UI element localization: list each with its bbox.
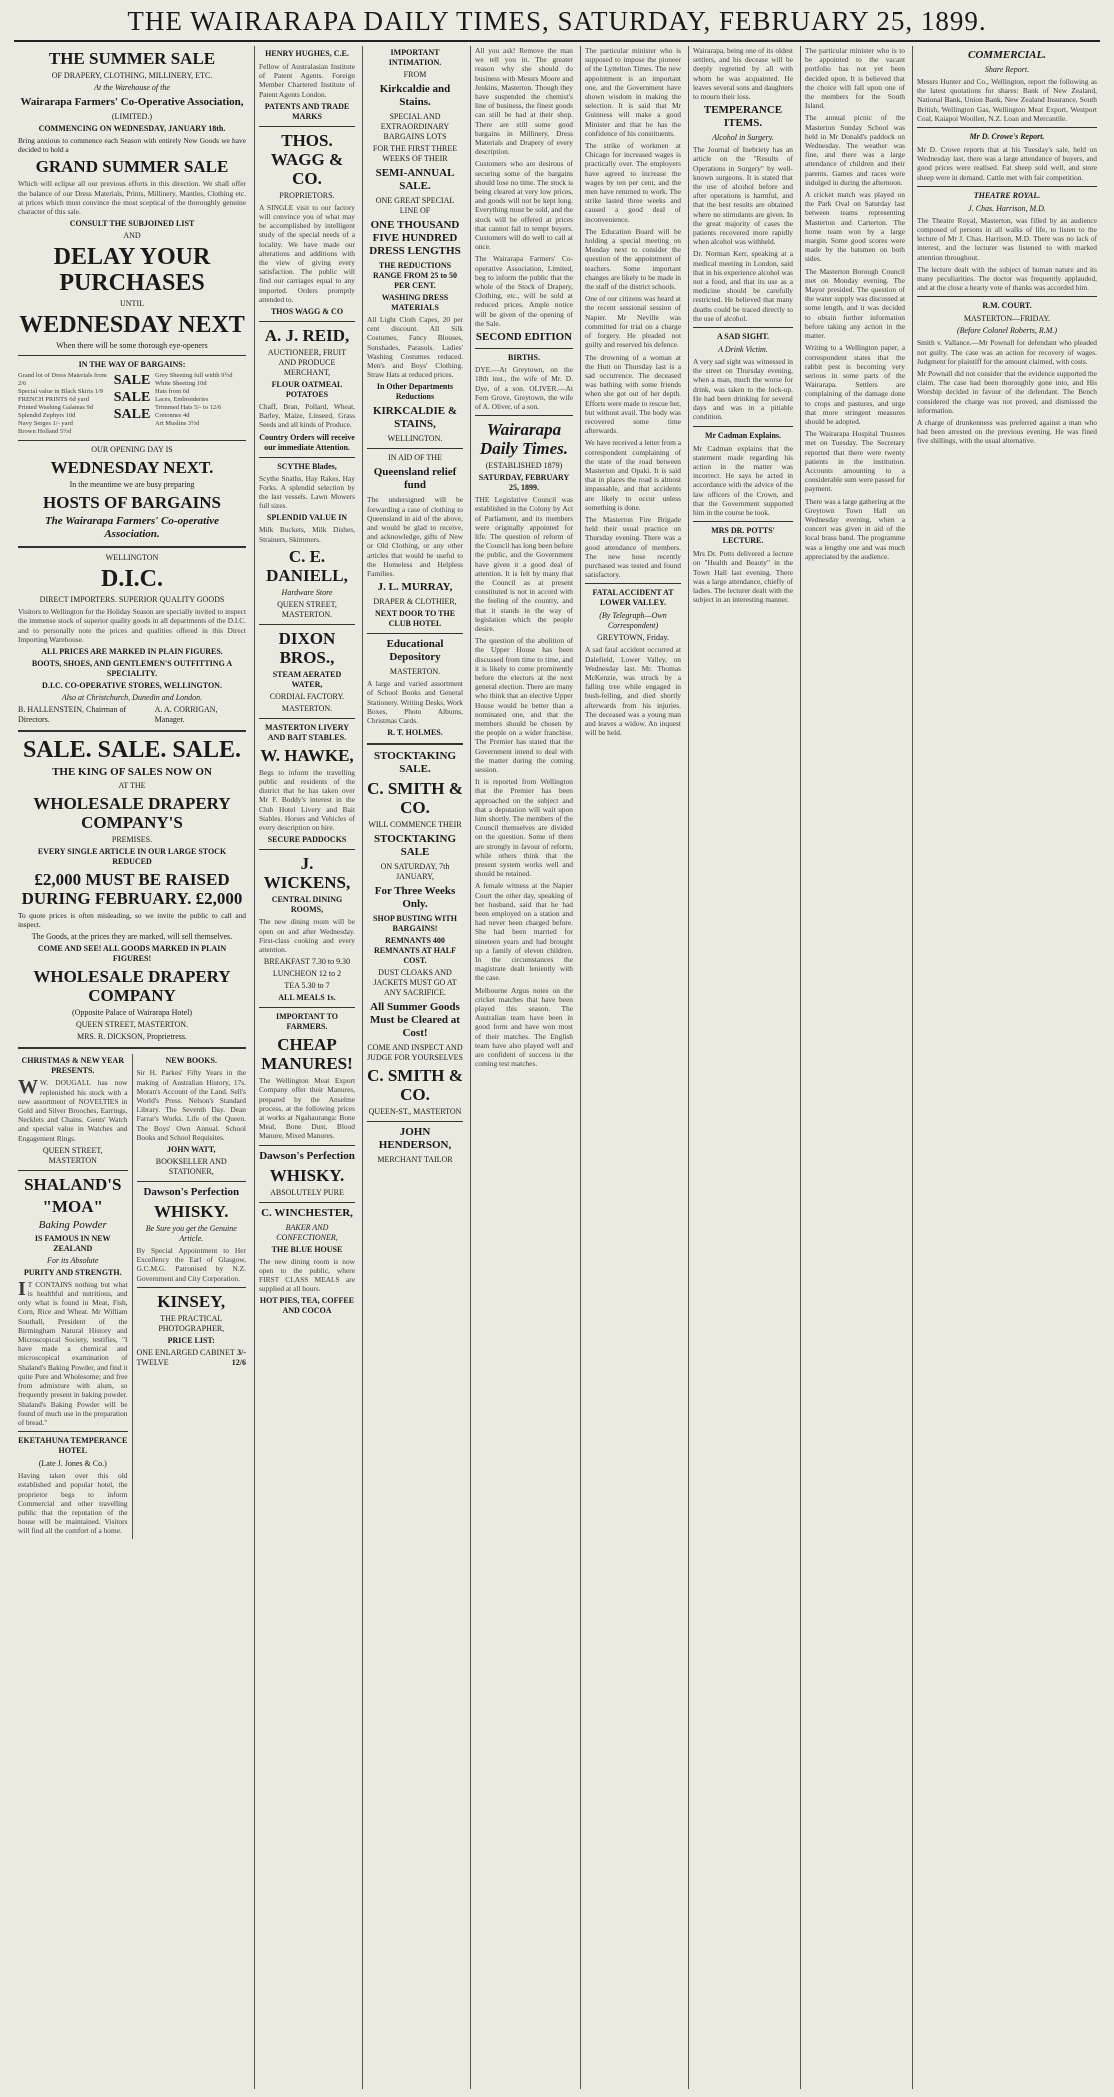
divider <box>367 448 463 449</box>
henry-hughes: HENRY HUGHES, C.E. <box>265 49 349 58</box>
farmers-assoc-2: The Wairarapa Farmers' Co-operative Association. <box>44 515 220 541</box>
temperance-text-2: Dr. Norman Kerr, speaking at a medical meeting in London, said that in his experience alcohol was not a food, and that its use as a medicine should be carefully restricted. He believed that many deaths could be traced directly to the use of alcohol. <box>693 249 793 323</box>
theatre-text: The Theatre Royal, Masterton, was filled by an audience composed of persons in all walks of life, to listen to the lecture of Mr J. Chas. Harrison, M.D. There was no lack of interest, and the lecturer was listened to with marked attention throughout. <box>917 215 1097 262</box>
sale-sale-sale: SALE. SALE. SALE. <box>22 737 242 764</box>
wickens-text: The new dining room will be open on and after Wednesday. First-class cooking and every attention. <box>259 917 355 954</box>
divider <box>259 849 355 850</box>
bring-text: Bring anxious to commence each Season with entirely New Goods we have decided to hold a <box>18 136 246 155</box>
column-news-2 <box>580 46 685 2089</box>
divider <box>18 1047 246 1049</box>
john-watt: JOHN WATT, <box>167 1145 216 1155</box>
divider <box>585 583 681 584</box>
breakfast: BREAKFAST 7.30 to 9.30 <box>263 957 351 967</box>
news-c5-3: The Education Board will be holding a special meeting on Monday next to consider the question of the appointment of teachers. Some important changes are likely to be made in the staff of the district schools. <box>585 226 681 292</box>
news-c7-4: The Masterton Borough Council met on Monday evening. The Mayor presided. The question of the water supply was discussed at some length, and it was decided to obtain further information before taking any action in the matter. <box>805 266 905 341</box>
moa: "MOA" <box>42 1196 103 1216</box>
next-door: NEXT DOOR TO THE CLUB HOTEL <box>374 609 456 629</box>
divider <box>18 1431 128 1432</box>
summer-sale-heading: THE SUMMER SALE <box>48 49 216 68</box>
king-of-sales: THE KING OF SALES NOW ON <box>52 766 212 779</box>
important-intimation: IMPORTANT INTIMATION. <box>388 48 442 67</box>
secure-paddocks: SECURE PADDOCKS <box>267 835 347 845</box>
divider <box>475 348 573 349</box>
henry-text: Fellow of Australasian Institute of Patent Agents. Foreign Member Chartered Institute of Patent Agents London. <box>259 62 355 99</box>
all-meals: ALL MEALS 1s. <box>278 993 336 1003</box>
steam-aerated: STEAM AERATED WATER, <box>272 669 342 689</box>
col1-lower-right <box>133 1054 251 1538</box>
xmas-presents: CHRISTMAS & NEW YEAR PRESENTS. <box>21 1056 124 1076</box>
queen-street-2: QUEEN STREET, MASTERTON <box>42 1145 103 1165</box>
divider <box>259 718 355 719</box>
theatre-manager: J. Chas. Harrison, M.D. <box>968 203 1046 213</box>
news-c5-4: One of our citizens was heard at the recent sessional session of Napier. Mr Neville was committed for trial on a charge of forgery. He pleaded not guilty and reserved his defence. <box>585 294 681 350</box>
queen-street: QUEEN STREET, MASTERTON. <box>75 1020 189 1030</box>
sad-sight-text: A very sad sight was witnessed in the street on Thursday evening, when a man, much the worse for drink, was taken to the lock-up. He had been drinking for several days and was in a pitiable condition. <box>693 357 793 422</box>
rm-court: R.M. COURT. <box>982 301 1032 311</box>
murray: J. L. MURRAY, <box>377 581 453 594</box>
every-article: EVERY SINGLE ARTICLE IN OUR LARGE STOCK REDUCED <box>37 847 227 867</box>
queensland-text: The undersigned will be forwarding a case of clothing to Queensland in aid of the above, and would be glad to receive, and acknowledge, gifts of New or Old Clothing, or any other articles that would be useful to the Homeless and Helpless Families. <box>367 495 463 579</box>
country-orders: Country Orders will receive our immediate Attention. <box>259 432 355 452</box>
dic-stores: D.I.C. CO-OPERATIVE STORES, WELLINGTON. <box>42 681 222 691</box>
hardware-store: Hardware Store <box>281 587 333 597</box>
reductions-range: THE REDUCTIONS RANGE FROM 25 to 50 PER CENT. <box>373 261 457 290</box>
telegraph-own: (By Telegraph—Own Correspondent) <box>599 611 667 631</box>
thos-wagg-2: THOS WAGG & CO <box>270 307 344 317</box>
tea-hours: TEA 5.30 to 7 <box>284 981 330 991</box>
hosts-bargains: HOSTS OF BARGAINS <box>43 493 221 513</box>
births-text: DYE.—At Greytown, on the 18th inst., the wife of Mr. D. Dye, of a son. OLIVER.—At Fern Grove, Greytown, the wife of A. Oliver, of a son. <box>475 365 573 411</box>
news-paragraphs-2: Customers who are desirous of securing some of the bargains should lose no time. The stock is being cleared at very low prices, and goods will not be kept long. Everything must be sold, and the stock will be offered at prices that cannot fail to tempt buyers. Customers will do well to call at once. <box>475 159 573 252</box>
opening-day: OUR OPENING DAY IS <box>91 445 173 455</box>
photographer: THE PRACTICAL PHOTOGRAPHER, <box>158 1313 225 1333</box>
alcohol-surgery: Alcohol in Surgery. <box>712 133 774 143</box>
kinsey: KINSEY, <box>157 1291 226 1311</box>
whisky-2: WHISKY. <box>269 1165 345 1185</box>
dixon-masterton: MASTERTON. <box>281 703 333 713</box>
way-of-bargains: IN THE WAY OF BARGAINS: <box>78 360 186 370</box>
divider <box>693 521 793 522</box>
sad-sight: A SAD SIGHT. <box>716 332 770 342</box>
masterton-friday: MASTERTON—FRIDAY. <box>963 314 1051 324</box>
dickson: MRS. R. DICKSON, Proprietress. <box>76 1032 187 1042</box>
daniell-items: Milk Buckets, Milk Dishes, Strainers, Skimmers. <box>259 525 355 544</box>
thos-wagg: THOS. WAGG & CO. <box>270 130 344 188</box>
plain-figures: ALL PRICES ARE MARKED IN PLAIN FIGURES. <box>41 647 223 657</box>
eketahuna-text: Having taken over this old established and popular hotel, the proprietor begs to inform Commercial and other travelling public that the reputation of the house will be maintained. Visitors will find all the comfort of a home. <box>18 1471 128 1536</box>
smith-queen: QUEEN-ST., MASTERTON <box>368 1107 462 1117</box>
court-text-1: Smith v. Vallance.—Mr Pownall for defendant who pleaded not guilty. The case was an action for recovery of wages. Judgment for plaintiff for the amount claimed, with costs. <box>917 338 1097 366</box>
column-commercial <box>912 46 1101 2089</box>
central-dining: CENTRAL DINING ROOMS, <box>271 895 343 915</box>
cordial-factory: CORDIAL FACTORY. <box>269 691 345 701</box>
kirk-wellington: WELLINGTON. <box>387 434 443 444</box>
luncheon: LUNCHEON 12 to 2 <box>272 969 342 979</box>
eye-openers: When there will be some thorough eye-openers <box>56 341 208 351</box>
news-c5-1: The particular minister who is supposed to impose the pioneer of the Lyttelton Times. The new appointment is an important one, and the Government have shown wisdom in making the selection. It is said that Mr Guinness will make a good Minister and that he has the confidence of his constituents. <box>585 46 681 138</box>
scythe-text: Scythe Snaths, Hay Rakes, Hay Forks. A splendid selection by the last vessels. Lawn Mowers full sizes. <box>259 473 355 511</box>
scythe: SCYTHE Blades, <box>277 461 337 471</box>
dawson-text: By Special Appointment to Her Excellency the Earl of Glasgow, G.C.M.G. Patronised by N.Z. Government and City Corporation. <box>136 1246 246 1283</box>
manures-text: The Wellington Meat Export Company offer their Manures, prepared by the Anselme process, at the following prices at works at Ngahauranga: Bone Meal, Bone Dust, Blood Manure, Mixed Manures. <box>259 1076 355 1141</box>
editorial-5: Melbourne Argus notes on the cricket matches that have been played this season. The Australian team have been in good form and have won most of their matches. The English team have also played well and are confident of success in the coming test matches. <box>475 985 573 1069</box>
shalands: SHALAND'S <box>24 1174 122 1194</box>
cadman: Mr Cadman Explains. <box>704 430 782 440</box>
divider <box>917 127 1097 128</box>
news-c7-6: The Wairarapa Hospital Trustees met on Tuesday. The Secretary reported that there were twenty patients in the institution. Accounts amounting to a considerable sum were passed for payment. <box>805 429 905 494</box>
divider <box>367 743 463 745</box>
dic-also: Also at Christchurch, Dunedin and London. <box>61 693 203 703</box>
column-advertisements-3 <box>362 46 467 2089</box>
washing-dress: WASHING DRESS MATERIALS <box>381 293 449 312</box>
wholesale-drapery: WHOLESALE DRAPERY COMPANY'S <box>33 794 231 833</box>
column-advertisements-1 <box>14 46 250 2089</box>
mrs-potts: MRS DR. POTTS' LECTURE. <box>711 526 775 546</box>
share-report-text: Messrs Hunter and Co., Wellington, report the following as the latest quotations for shares: Bank of New Zealand, National Bank, Union Bank, New Zealand Insurance, South British, Wellington Gas, Wellington Meat Export, Westport Coal, Kaiapoi Woollen, N.Z. Loan and Mercantile. <box>917 77 1097 123</box>
col1-lower-split <box>14 1054 250 1538</box>
before-colonel: (Before Colonel Roberts, R.M.) <box>956 326 1058 336</box>
news-c7-2: The annual picnic of the Masterton Sunday School was held in Mr Donald's paddock on Wednesday. The weather was fine, and there was a large attendance of children and their parents. Games and races were indulged in during the afternoon. <box>805 113 905 187</box>
two-thousand: £2,000 MUST BE RAISED DURING FEBRUARY. £2,000 <box>21 870 243 909</box>
eketahuna-hotel: EKETAHUNA TEMPERANCE HOTEL <box>18 1436 128 1456</box>
wickens: J. WICKENS, <box>263 854 351 893</box>
news-c7-7: There was a large gathering at the Greytown Town Hall on Wednesday evening, when a concert was given in aid of the local brass band. The programme was a lengthy one and was much appreciated by the audience. <box>805 496 906 561</box>
news-c5-6: We have received a letter from a correspondent complaining of the state of the road between Masterton and Opaki. It is said that in places the road is almost impassable, and that accidents are likely to occur unless something is done. <box>585 438 681 512</box>
limited: (LIMITED.) <box>111 112 153 121</box>
news-c5-7: The Masterton Fire Brigade held their usual practice on Thursday evening. There was a good attendance of members. The new hose recently purchased was tested and found satisfactory. <box>585 514 681 580</box>
potts-text: Mrs Dr. Potts delivered a lecture on "Health and Beauty" in the Town Hall last evening. There was a large attendance, chiefly of ladies. The lecturer dealt with the subject in an interesting manner. <box>693 549 793 605</box>
new-books: NEW BOOKS. <box>165 1056 217 1066</box>
divider <box>367 633 463 634</box>
divider <box>137 1181 247 1182</box>
births: BIRTHS. <box>508 353 540 363</box>
until-word: UNTIL <box>120 299 144 309</box>
opposite: (Opposite Palace of Wairarapa Hotel) <box>71 1008 193 1018</box>
divider <box>917 186 1097 187</box>
meantime: In the meantime we are busy preparing <box>69 480 195 490</box>
delay-purchases: DELAY YOUR PURCHASES <box>53 244 211 297</box>
daniell: C. E. DANIELL, <box>266 546 348 585</box>
news-c7-5: Writing to a Wellington paper, a correspondent states that the rabbit pest is becoming very serious in some parts of the Wairarapa. Settlers are complaining of the damage done to crops and pastures, and urge that more stringent measures should be adopted. <box>805 343 905 426</box>
cheap-manures: CHEAP MANURES! <box>261 1035 353 1074</box>
dic-text: Visitors to Wellington for the Holiday Season are specially invited to inspect the immense stock of superior quality goods in all departments of the D.I.C. and to personally note the prices and qualities offered in this Direct Importing Warehouse. <box>18 607 246 644</box>
fatal-text: A sad fatal accident occurred at Dalefield, Lower Valley, on Wednesday last. Mr. Thomas McKenzie, was struck by a falling tree while engaged in bush-felling, and died shortly afterwards from his injuries. The deceased was a young man and leaves a widow. An inquest will be held. <box>585 645 681 738</box>
theatre-text-2: The lecture dealt with the subject of human nature and its many peculiarities. The doctor was frequently applauded, and at the close a hearty vote of thanks was accorded him. <box>917 264 1097 293</box>
livery-stables: MASTERTON LIVERY AND BAIT STABLES. <box>265 722 349 742</box>
educational-text: A large and varied assortment of School Books and General Stationery. Writing Desks, Work Boxes, Photo Albums, Christmas Cards. <box>367 679 463 726</box>
educational: Educational Depository <box>386 638 444 664</box>
important-farmers: IMPORTANT TO FARMERS. <box>275 1012 339 1032</box>
reid: A. J. REID, <box>264 326 350 346</box>
edu-masterton: MASTERTON. <box>389 667 441 677</box>
divider <box>18 546 246 548</box>
come-and-see: COME AND SEE! ALL GOODS MARKED IN PLAIN FIGURES! <box>37 944 227 964</box>
wholesale-co: WHOLESALE DRAPERY COMPANY <box>33 967 231 1006</box>
draper-clothier: DRAPER & CLOTHIER, <box>373 597 457 607</box>
sale-list-1 <box>18 372 246 436</box>
c-smith-2: C. SMITH & CO. <box>367 1066 463 1105</box>
flour-oats: FLOUR OATMEAL POTATOES <box>271 380 343 400</box>
dixon-bros: DIXON BROS., <box>278 628 336 667</box>
summer-goods: All Summer Goods Must be Cleared at Cost! <box>370 1001 460 1040</box>
editorial-1: THE Legislative Council was established in the Colony by Act of Parliament, and its members were originally appointed for life. The question of reform of the Council has long been before the public, and the Government have given it a good deal of attention. It is felt by many that the Council as at present constituted is not in accord with the feeling of the country, and that it stands in the way of legislation which the people desire. <box>475 495 573 633</box>
editorial-4: A female witness at the Napier Court the other day, speaking of her husband, said that he had been employed on a station and had never been charged before. She had been married for nineteen years and had brought up a family of eleven children. In the circumstances the magistrate dealt leniently with the case. <box>475 881 573 983</box>
hot-pies: HOT PIES, TEA, COFFEE AND COCOA <box>259 1296 355 1316</box>
eketahuna-late: (Late J. Jones & Co.) <box>38 1459 107 1469</box>
purity: PURITY AND STRENGTH. <box>23 1267 122 1277</box>
baker: BAKER AND CONFECTIONER, <box>276 1222 338 1242</box>
editorial-2: The question of the abolition of the Upper House has been discussed from time to time, and it is likely to come prominently before the electors at the next general election. There are many who think that an elective Upper House would be better than a nominated one, and that the members should be chosen by the people on a wider franchise. The Premier has stated that the Government intend to deal with the matter during the coming session. <box>475 636 573 774</box>
hawke: W. HAWKE, <box>260 745 354 765</box>
court-text-3: A charge of drunkenness was preferred against a man who had been arrested on the previous evening. He was fined five shillings, with the usual alternative. <box>917 418 1097 446</box>
divider <box>367 1121 463 1122</box>
kirkcaldie-2: KIRKCALDIE & STAINS, <box>372 405 458 431</box>
hawke-text: Begs to inform the travelling public and residents of the district that he has taken over Mr F. Boddy's interest in the Club Hotel Livery and Bait Stables. Horses and Vehicles of every description on hire. <box>259 767 355 833</box>
theatre-royal: THEATRE ROYAL. <box>973 190 1041 200</box>
commercial: COMMERCIAL. <box>968 49 1046 61</box>
kirk-text: All Light Cloth Capes, 20 per cent discount. All Silk Costumes, Fancy Blouses, Sunshades, Parasols. Ladies' Washing Costumes reduced. Men's and Boys' Clothing. Straw Hats at reduced prices. <box>367 315 463 380</box>
divider <box>18 1170 128 1171</box>
first-three-weeks: FOR THE FIRST THREE WEEKS OF THEIR <box>372 144 458 163</box>
divider <box>259 457 355 458</box>
shop-busting: SHOP BUSTING WITH BARGAINS! <box>373 914 457 934</box>
patents: PATENTS AND TRADE MARKS <box>264 101 350 121</box>
c-smith: C. SMITH & CO. <box>367 779 463 818</box>
semi-annual: SEMI-ANNUAL SALE. <box>375 167 455 192</box>
daily-times-title: Wairarapa Daily Times. <box>479 420 569 459</box>
crowe-report: Mr D. Crowe's Report. <box>969 132 1045 142</box>
divider <box>18 355 246 356</box>
boots-shoes: BOOTS, SHOES, AND GENTLEMEN'S OUTFITTING A SPECIALITY. <box>31 659 233 679</box>
established: (ESTABLISHED 1879) <box>485 461 563 471</box>
temperance-items: TEMPERANCE ITEMS. <box>703 104 783 130</box>
will-commence: WILL COMMENCE THEIR <box>368 820 462 830</box>
blue-house: THE BLUE HOUSE <box>271 1244 343 1254</box>
dawson-2: Dawson's Perfection <box>259 1149 355 1162</box>
divider <box>917 296 1097 297</box>
baking-powder: Baking Powder <box>38 1218 107 1231</box>
from: FROM <box>403 70 427 79</box>
winchester: C. WINCHESTER, <box>261 1206 353 1219</box>
divider <box>18 440 246 441</box>
booksellers: BOOKSELLER AND STATIONER, <box>155 1157 227 1177</box>
queensland-relief: Queensland relief fund <box>373 466 457 492</box>
wagg-text: A SINGLE visit to our factory will convince you of what may be accomplished by intelligent study of the special needs of a locality. We have made our alterations and additions with the view of giving every satisfaction. The public will find our carriages equal to any imported. Orders promptly attended to. <box>259 202 355 304</box>
consult-list: CONSULT THE SUBJOINED LIST <box>69 219 195 229</box>
sale-list-left: Grand lot of Dress Materials from 2/6 Special value in Black Skirts 1/9 FRENCH PRINTS 6d yard Printed Washing Galateas 9d Splendid Zephyrs 10d Navy Serges 1/- yard Brown Holland 5½d <box>18 372 107 436</box>
fatal-accident: FATAL ACCIDENT AT LOWER VALLEY. <box>592 588 674 608</box>
reid-text: Chaff, Bran, Pollard, Wheat, Barley, Maize, Linseed, Grass Seeds and all kinds of Produce. <box>259 402 355 430</box>
col1-lower-left <box>14 1054 133 1538</box>
sale-list-right: Grey Sheeting full width 9½d White Sheeting 10d Hats from 6d Laces, Embroideries Trimmed Hats 5/- to 12/6 Cretonnes 4d Art Muslins 3½d <box>155 372 233 428</box>
henderson: JOHN HENDERSON, <box>378 1126 452 1152</box>
for-its: For its Absolute <box>47 1255 99 1265</box>
price-row-twelve: TWELVE 12/6 <box>136 1357 246 1367</box>
crowe-text: Mr D. Crowe reports that at his Tuesday's sale, held on Wednesday last, there was a large attendance of buyers, and good prices were realised. Fat sheep sold well, and store sheep were in demand. Cattle met with fair competition. <box>917 145 1097 182</box>
auctioneer: AUCTIONEER, FRUIT AND PRODUCE MERCHANT, <box>267 348 347 378</box>
come-inspect: COME AND INSPECT AND JUDGE FOR YOURSELVES <box>367 1043 463 1063</box>
kirkcaldie: Kirkcaldie and Stains. <box>379 83 451 108</box>
news-paragraphs-3: The Wairarapa Farmers' Co-operative Association, Limited, beg to inform the public that the whole of the Stock of Drapery, Clothing, etc., will be sold at reduced prices. Ample notice will be given of the opening of the Sale. <box>475 254 573 328</box>
merchant-tailor: MERCHANT TAILOR <box>377 1155 453 1165</box>
divider <box>259 1145 355 1146</box>
drapery-line: OF DRAPERY, CLOTHING, MILLINERY, ETC. <box>51 71 213 80</box>
whisky: WHISKY. <box>154 1202 229 1222</box>
news-c7-1: The particular minister who is to be appointed to the vacant portfolio has not yet been decided upon. It is believed that the choice will fall upon one of the members for the South Island. <box>805 46 905 111</box>
special-bargains: SPECIAL AND EXTRAORDINARY BARGAINS LOTS <box>380 112 450 141</box>
price-list: PRICE LIST: <box>167 1335 215 1345</box>
queen-street-masterton: QUEEN STREET, MASTERTON. <box>277 599 337 619</box>
temperance-text: The Journal of Inebriety has an article on the "Results of Operations in Surgery" by well-known surgeons. It is stated that the use of alcohol before and after operations is harmful, and that the best results are obtained where no stimulants are given. In the great majority of cases the patients recovered more rapidly when alcohol was withheld. <box>693 145 793 247</box>
dic-wellington: WELLINGTON <box>105 553 159 563</box>
share-report: Share Report. <box>984 65 1030 74</box>
editorial-3: It is reported from Wellington that the Premier has been approached on the subject and that a deputation will wait upon him shortly. The members of the Council themselves are divided on the question. Some of them are strongly in favour of reform, while others think that the present system works well and should be retained. <box>475 777 573 879</box>
divider <box>259 126 355 127</box>
dawson: Dawson's Perfection <box>143 1186 240 1199</box>
winchester-text: The new dining room is now open to the public, where FIRST CLASS MEALS are supplied at all hours. <box>259 1256 355 1294</box>
price-row-cabinet: ONE ENLARGED CABINET 3/- <box>136 1347 246 1357</box>
divider <box>693 426 793 427</box>
column-news-1 <box>470 46 577 2089</box>
divider <box>259 321 355 322</box>
greytown-friday: GREYTOWN, Friday. <box>597 633 669 643</box>
divider <box>259 1007 355 1008</box>
dress-lengths: ONE THOUSAND FIVE HUNDRED DRESS LENGTHS <box>369 219 461 257</box>
divider <box>475 415 573 416</box>
famous-nz: IS FAMOUS IN NEW ZEALAND <box>34 1233 111 1253</box>
dic-tag: DIRECT IMPORTERS. SUPERIOR QUALITY GOODS <box>39 595 225 605</box>
wednesday-next: WEDNESDAY NEXT <box>19 312 245 339</box>
grand-sale: GRAND SUMMER SALE <box>35 157 229 177</box>
sale-intro-text: Which will eclipse all our previous efforts in this direction. We shall offer the balance of our Dress Materials, Prints, Millinery, Mantles, Clothing etc. at prices which must convince the most sceptical of the thoroughly genuine character of this sale. <box>18 179 246 217</box>
issue-date: SATURDAY, FEBRUARY 25, 1899. <box>478 473 570 493</box>
drink-victim: A Drink Victim. <box>718 345 768 355</box>
court-text-2: Mr Pownall did not consider that the evidence supported the claim. The case had been thoroughly gone into, and His Worship decided in favour of the defendant. The Bench considered the charge was not proved, and dismissed the information. <box>917 369 1097 415</box>
second-edition: SECOND EDITION <box>475 331 573 344</box>
divider <box>259 1202 355 1203</box>
proprietors: PROPRIETORS. <box>279 190 335 200</box>
news-c6-1: Wairarapa, being one of its oldest settlers, and his decease will be deeply regretted by all with whom he was acquainted. He leaves several sons and daughters to mourn their loss. <box>693 46 793 102</box>
column-news-4 <box>800 46 909 2089</box>
sale-word-stack: SALE SALE SALE <box>113 373 151 423</box>
absolutely-pure: ABSOLUTELY PURE <box>270 1187 344 1197</box>
divider <box>18 730 246 732</box>
commencing: COMMENCING ON WEDNESDAY, JANUARY 18th. <box>38 124 226 133</box>
masthead: THE WAIRARAPA DAILY TIMES, SATURDAY, FEBRUARY 25, 1899. <box>127 6 987 36</box>
farmers-association: Wairarapa Farmers' Co-Operative Association, <box>20 96 244 108</box>
masthead-rule <box>14 40 1100 42</box>
column-news-3 <box>688 46 797 2089</box>
wednesday-next-2: WEDNESDAY NEXT. <box>50 458 214 478</box>
at-warehouse: At the Warehouse of the <box>94 83 170 92</box>
three-weeks: For Three Weeks Only. <box>374 885 456 911</box>
remnants: REMNANTS 400 REMNANTS AT HALF COST. <box>374 936 456 966</box>
goods-sell: The Goods, at the prices they are marked, will sell themselves. <box>31 932 233 942</box>
premises: PREMISES. <box>111 835 153 845</box>
stocktaking-sale: STOCKTAKING SALE. <box>373 750 457 776</box>
stocktaking-sale-2: STOCKTAKING SALE <box>373 833 457 859</box>
news-c5-5: The drowning of a woman at the Hutt on Thursday last is a sad occurrence. The deceased was bathing with some friends when she got out of her depth. Efforts were made to rescue her, but without avail. The body was recovered some time afterwards. <box>585 352 681 436</box>
at-the: AT THE <box>118 781 146 791</box>
and-word: AND <box>123 231 141 241</box>
dust-cloaks: DUST CLOAKS AND JACKETS MUST GO AT ANY SACRIFICE. <box>373 968 457 998</box>
splendid-value: SPLENDID VALUE IN <box>266 513 348 523</box>
books-text: Sir H. Parkes' Fifty Years in the making of Australian History, 17s. Moran's Account of the Land. Sell's World's Press. Nelson's Standard Library. The Seventh Day. Dean Farrar's Works. Life of the Queen. The Boys' Own Annual. School Books and School Requisites. <box>136 1068 246 1142</box>
in-aid: IN AID OF THE <box>388 453 442 463</box>
news-c7-3: A cricket match was played on the Park Oval on Saturday last between teams representing Masterton and Carterton. The home team won by a large margin. Some good scores were made by the batsmen on both sides. <box>805 190 905 264</box>
cadman-text: Mr Cadman explains that the statement made regarding his action in the matter was incorrect. He says he acted in accordance with the advice of the law officers of the Crown, and that the Government supported him in the course he took. <box>693 443 793 517</box>
moa-text: I T CONTAINS nothing but what is healthful and nutritious, and only what is found in Meat, Fish, Corn, Rice and Wheat. Mr William Southall, President of the Birmingham Natural History and Microscopical Society, testifies, "I have made a chemical and microscopical examination of Shaland's Baking Powder, and find it quite Pure and Wholesome; and free from admixture with alum, so frequently present in baking powder. Shaland's Baking Powder will be found of much use in the preparation of bread." <box>18 1277 128 1427</box>
be-sure: Be Sure you get the Genuine Article. <box>145 1224 237 1244</box>
other-depts: In Other Departments Reductions <box>376 382 454 402</box>
dougall-text: W W. DOUGALL has now replenished his stock with a new assortment of NOVELTIES in Gold and Silver Brooches, Earrings, Necklets and Chains. Gents' Watch and special value in Watches and Engagement Rings. <box>18 1076 128 1143</box>
on-saturday: ON SATURDAY, 7th JANUARY, <box>380 862 450 882</box>
column-advertisements-2 <box>254 46 359 2089</box>
divider <box>137 1287 247 1288</box>
divider <box>693 327 793 328</box>
great-line: ONE GREAT SPECIAL LINE OF <box>375 196 455 215</box>
holmes: R. T. HOLMES. <box>387 728 443 738</box>
to-quote: To quote prices is often misleading, so we invite the public to call and inspect. <box>18 911 246 930</box>
news-c5-2: The strike of workmen at Chicago for increased wages is practically over. The employers have agreed to increase the wages by ten per cent, and the men have returned to work. The strike lasted three weeks and caused a good deal of inconvenience. <box>585 141 681 224</box>
dic-title: D.I.C. <box>100 566 163 593</box>
dic-signatories: B. HALLENSTEIN, Chairman of Directors. A. A. CORRIGAN, Manager. <box>18 705 218 725</box>
divider <box>259 624 355 625</box>
news-paragraphs-1: All you ask! Remove the man we tell you in. The greater reason why she should do business with Messrs Moore and Jenkins, Masterton. Though they have suspended the chemist's line of business, the finest goods can still be had at their shop. There are still some good bargains in Millinery, Dress Materials and Drapery of every description. <box>475 46 573 157</box>
